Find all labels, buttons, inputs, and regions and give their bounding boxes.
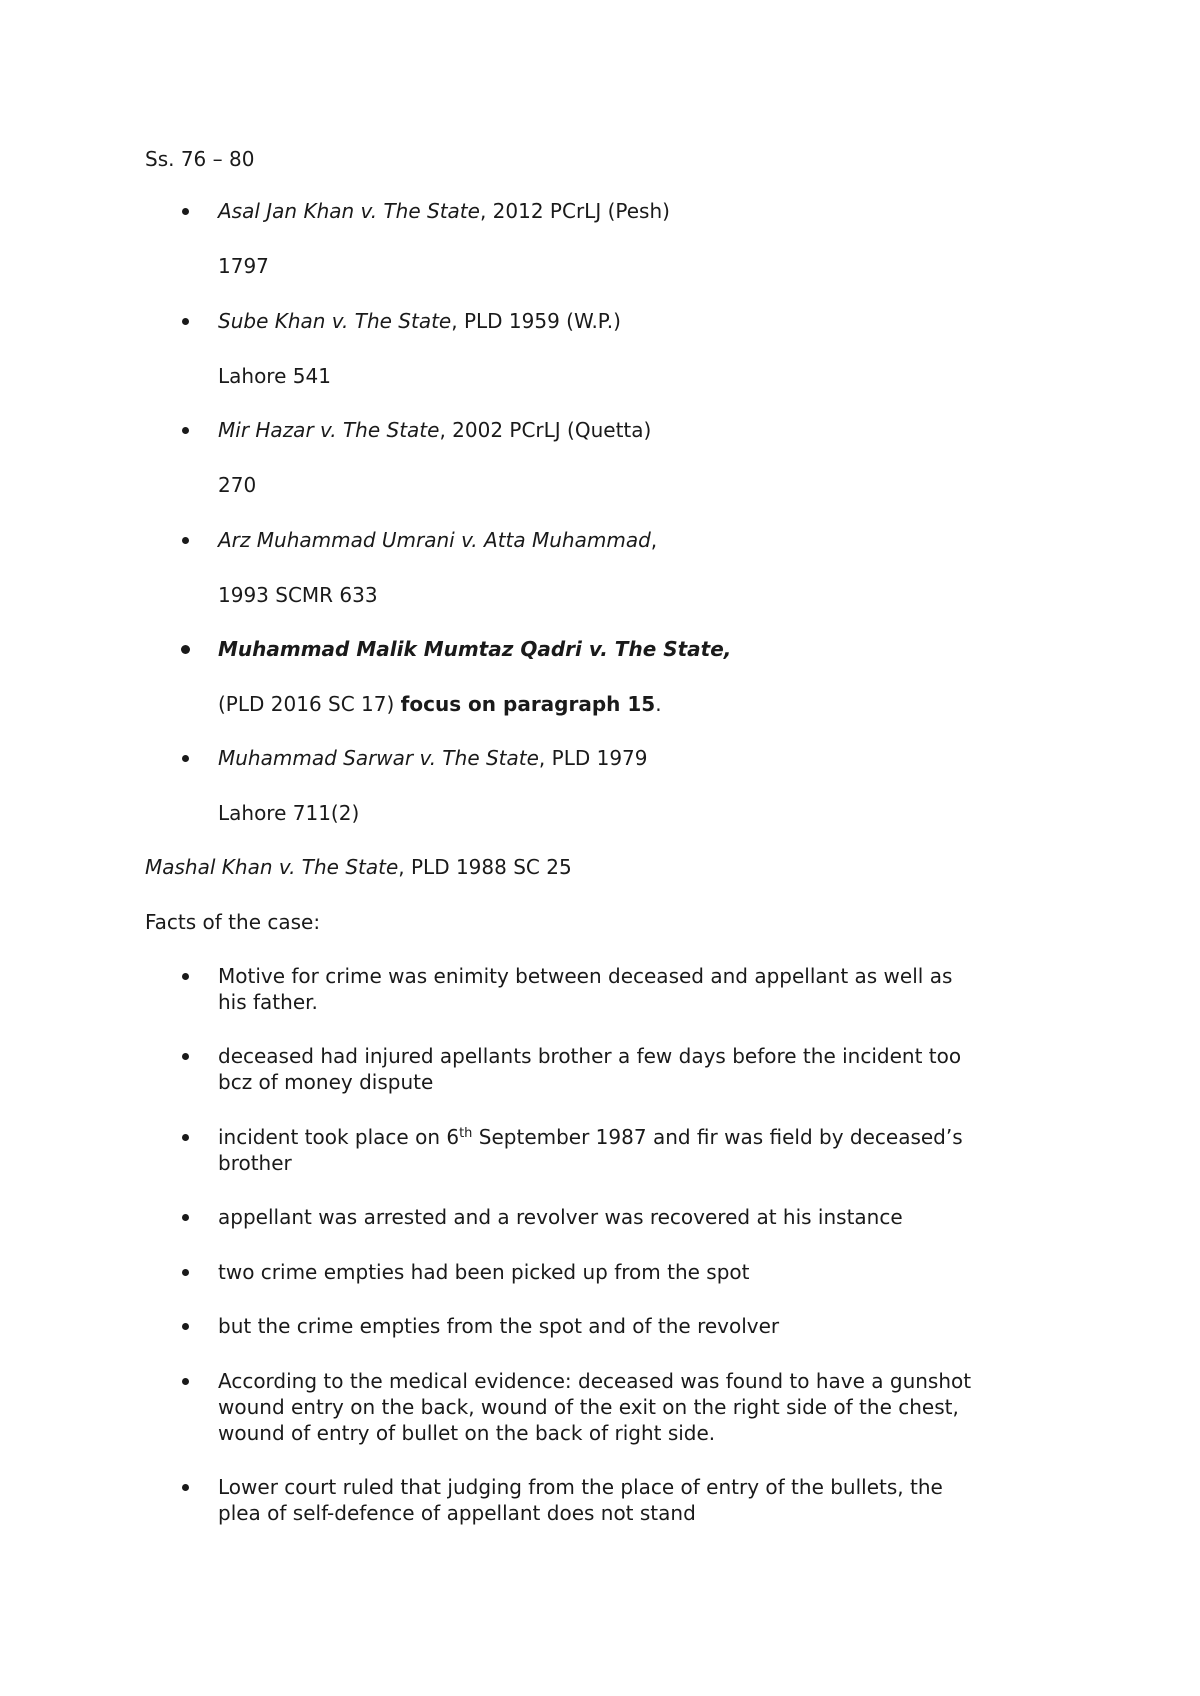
fact-line: wound entry on the back, wound of the exit on the right side of the chest, [218, 1395, 959, 1419]
section-heading: Ss. 76 – 80 [145, 147, 255, 171]
case-line [218, 417, 651, 443]
focus-note: focus on paragraph 15 [400, 692, 656, 716]
bullet-icon [181, 1474, 191, 1500]
case-line [218, 745, 648, 771]
fact-line [218, 1124, 963, 1150]
case-line [218, 527, 657, 553]
bullet-icon [181, 1368, 191, 1394]
bullet-icon [181, 636, 191, 662]
case-line [218, 308, 621, 334]
main-case-line [145, 854, 572, 880]
bullet-icon [181, 745, 191, 771]
case-name: Mir Hazar v. The State [218, 418, 440, 442]
bullet-icon [181, 527, 191, 553]
case-name: Arz Muhammad Umrani v. Atta Muhammad [218, 528, 651, 552]
case-name: Sube Khan v. The State [218, 309, 452, 333]
case-citation: , [650, 528, 658, 552]
bullet-icon [181, 1043, 191, 1069]
case-citation-cont [218, 691, 662, 717]
case-citation-suffix: . [655, 692, 662, 716]
main-case-name: Mashal Khan v. The State [145, 855, 399, 879]
fact-line: wound of entry of bullet on the back of right side. [218, 1421, 716, 1445]
fact-line: but the crime empties from the spot and of the revolver [218, 1314, 780, 1338]
case-citation: (PLD 2016 SC 17) [218, 692, 401, 716]
superscript: th [459, 1126, 473, 1141]
case-citation-cont: Lahore 711(2) [218, 801, 360, 825]
case-citation-cont: 270 [218, 473, 257, 497]
main-case-citation: , PLD 1988 SC 25 [398, 855, 572, 879]
fact-text: September 1987 and fir was field by deceased’s [472, 1125, 963, 1149]
fact-line: plea of self-defence of appellant does not stand [218, 1501, 696, 1525]
case-citation: , PLD 1959 (W.P.) [451, 309, 621, 333]
bullet-icon [181, 1259, 191, 1285]
case-citation: , 2012 PCrLJ (Pesh) [479, 199, 670, 223]
bullet-icon [181, 963, 191, 989]
bullet-icon [181, 1204, 191, 1230]
case-name: Muhammad Sarwar v. The State [218, 746, 539, 770]
case-name: Asal Jan Khan v. The State [218, 199, 480, 223]
fact-line: appellant was arrested and a revolver was recovered at his instance [218, 1205, 903, 1229]
fact-line: deceased had injured apellants brother a few days before the incident too [218, 1044, 962, 1068]
case-citation-cont: 1993 SCMR 633 [218, 583, 378, 607]
case-name-bold: Muhammad Malik Mumtaz Qadri v. The State, [218, 637, 732, 661]
case-citation: , 2002 PCrLJ (Quetta) [439, 418, 652, 442]
bullet-icon [181, 1124, 191, 1150]
case-line [218, 198, 670, 224]
bullet-icon [181, 198, 191, 224]
facts-heading: Facts of the case: [145, 910, 321, 934]
bullet-icon [181, 1313, 191, 1339]
fact-line: his father. [218, 990, 318, 1014]
fact-text: incident took place on 6 [218, 1125, 460, 1149]
fact-line: bcz of money dispute [218, 1070, 434, 1094]
case-citation-cont: Lahore 541 [218, 364, 331, 388]
fact-line: Motive for crime was enimity between deceased and appellant as well as [218, 964, 953, 988]
bullet-icon [181, 417, 191, 443]
fact-line: According to the medical evidence: deceased was found to have a gunshot [218, 1369, 972, 1393]
fact-line: brother [218, 1151, 292, 1175]
case-citation: , PLD 1979 [538, 746, 648, 770]
fact-line: Lower court ruled that judging from the place of entry of the bullets, the [218, 1475, 943, 1499]
bullet-icon [181, 308, 191, 334]
fact-line: two crime empties had been picked up from the spot [218, 1260, 750, 1284]
case-citation-cont: 1797 [218, 254, 269, 278]
